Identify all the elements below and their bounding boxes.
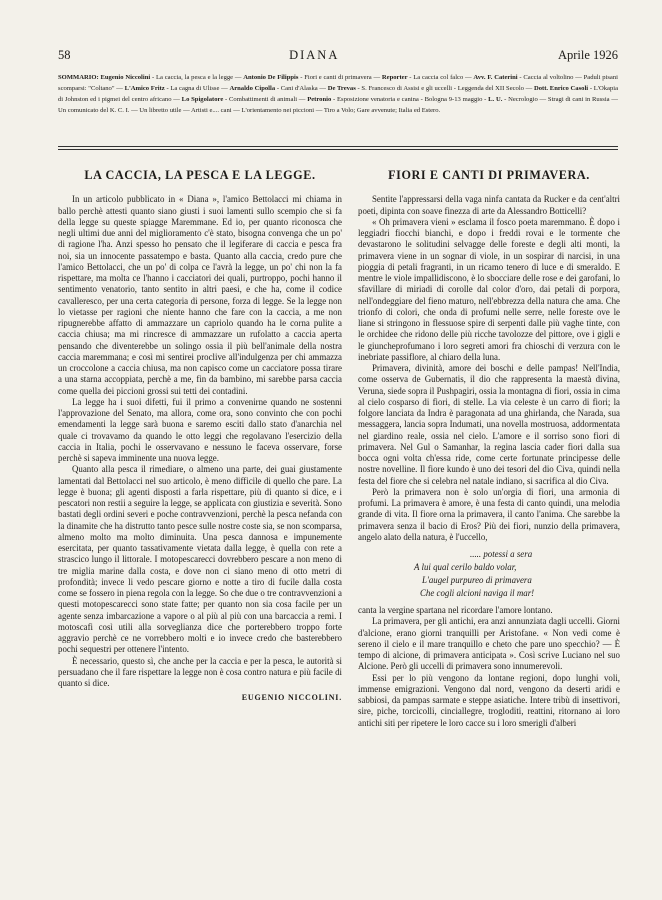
article-paragraph: In un articolo pubblicato in « Diana », l'amico Bettolacci mi chiama in ballo perchè attesti quanto siano giusti i suoi lamenti sullo scempio che si fa della legge su queste spiagge Maremmane. Ed io, per quanto riconosca che negli ultimi due anni del miglioramento c'è stato, bisogna convenga che un po' di ragione l'ha. Anzi spesso ho pensato che il legiferare di caccia e pesca fra noi, sia un innocente passatempo e basta. Quanto alla caccia, credo pure che l'amico Bettolacci, che un po' di colpa ce l'avrà la legge, un po' chi non la fa rispettare, ma molta ce l'hanno i cacciatori dei quali, purtroppo, pochi hanno il sentimento venatorio, tanto sentito in altri paesi, e che ha, come il codice cavalleresco, per una certa categoria di persone, forza di legge. Se la legge non lo vietasse per ragioni che niente hanno che fare con la caccia, a me non ripugnerebbe affatto di ammazzare un capriolo quando ha le corna pulite a caccia chiusa; ma mi rincresce di ammazzare un rufolatto a caccia aperta pensando che diventerebbe un solingo ossia il più bell'animale della nostra caccia maremmana; e così mi sentirei proclive all'indulgenza per chi ammazza un croccolone a caccia chiusa, ma non capisco come un cacciatore possa tirare a una starna accoppiata, perchè a me, fin da bambino, mi sarebbe parsa caccia come quella dei piccioni grossi sui tetti dei contadini. — [58, 194, 342, 396]
table-of-contents — [58, 72, 618, 116]
summary-entry-text: - La caccia, la pesca e la legge — — [150, 74, 244, 81]
summary-author: Lo Spigolatore — [181, 96, 224, 103]
summary-entry-text: - Necrologio — Stragi di cani in Russia — Un comunicato del K. C. I. — Un libretto utile — Artisti e.... cani — L'orientamento nei piccioni — Tiro a Volo; Gare avvenute; Italia ed Estero. — [58, 96, 618, 114]
page-header — [58, 48, 618, 63]
article-paragraph: È necessario, questo sì, che anche per la caccia e per la pesca, le autorità si persuadano che il fare rispettare la legge non è cosa contro natura e più facile di quanto si dice. — [58, 655, 342, 688]
article-title: FIORI E CANTI DI PRIMAVERA. — [388, 168, 590, 182]
summary-author: Arnaldo Cipolla — [229, 85, 276, 92]
summary-author: Petronio — [307, 96, 332, 103]
summary-author: L'Amico Fritz — [124, 85, 165, 92]
article-paragraph: canta la vergine spartana nel ricordare l'amore lontano. — [358, 605, 553, 615]
author-signature: EUGENIO NICCOLINI. — [241, 693, 342, 703]
page-number: 58 — [58, 48, 71, 62]
summary-author: Avv. F. Caterini — [473, 74, 518, 81]
article-caccia-pesca-legge — [58, 170, 342, 704]
article-fiori-canti-primavera — [358, 170, 620, 729]
summary-author: L. U. — [488, 96, 503, 103]
summary-author: De Trevas — [327, 85, 356, 92]
summary-entry-text: - La cagna di Ulisse — — [164, 85, 230, 92]
poem-line: ..... potessi a sera — [470, 549, 533, 559]
summary-entries — [58, 74, 618, 114]
summary-author: Dott. Enrico Casoli — [533, 85, 589, 92]
article-paragraph: Quanto alla pesca il rimediare, o almeno una parte, dei guai giustamente lamentati dal Bettolacci nel suo articolo, è meno difficile di quello che pare. La legge è buona; gli agenti disposti a farla rispettare, più di quanto si dice, e i pescatori non restii a seguire la legge, se applicata con giustizia e severità. Sono bastati degli ordini severi e poche contravvenzioni, perchè la pesca nefanda con la dinamite che ha distrutto tanto pesce sulle nostre coste sia, se non scomparsa, almeno molto ma molto diminuita. Una pesca dannosa e impunemente esercitata, per quanto tassativamente vietata dalla legge, è quella con rete a strascico lungo il littorale. I motopescarecci dovrebbero pescare a non meno di tre miglia marine dalla costa, e dove non ci siano meno di otto metri di profondità; invece li vedo pescare giorno e notte a tiro di fucile dalla costa come se fossero in piena regola con la legge. So che due o tre contravvenzioni a questi motopescarecci sono state fatte; per quanto non sia cosa facile per un agente senza imbarcazione a vapore o al più al più con una barcaccia a remi. I motoscafi così utili alla sorveglianza dice che porterebbero troppo forte aggravio perchè ce ne vorrebbero molti e io invece credo che basterebbero pochi sequestri per ottenere l'intento. — [58, 464, 342, 655]
article-paragraph: Sentite l'appressarsi della vaga ninfa cantata da Rucker e da cent'altri poeti, dipinta con soave finezza di arte da Alessandro Botticelli? — [358, 194, 620, 216]
poem-line: Che cogli alcioni naviga il mar! — [420, 588, 535, 598]
summary-entry-text: - L'Okapia di Johnston ed i pigmei del centro africano — — [58, 85, 619, 103]
article-paragraph: Essi per lo più vengono da lontane regioni, dopo lunghi voli, immense emigrazioni. Vengono dal nord, vengono da deserti aridi e sabbiosi, da pampas sarmate e steppe asiatiche. Intere tribù di insettivori, sire, piche, torcicolli, cinciallegre, trogloditi, reattini, ritornano ai loro antichi siti per ripetere le loro cacce su i loro smerigli d'alberi — [358, 672, 620, 728]
article-paragraph: La legge ha i suoi difetti, fui il primo a convenirne quando ne sostenni l'approvazione del Senato, ma allora, come ora, sono convinto che con pochi emendamenti la legge sarà buona e saremo esciti dallo stato d'anarchia nel quale ci trovavamo da quando le otto leggi che regolavano l'esercizio della caccia in Italia, pochi le osservavano e nessuno le faceva osservare, forse perchè si sapeva imminente una nuova legge. — [58, 396, 342, 463]
summary-entry-text: - Combattimenti di animali — — [223, 96, 308, 103]
summary-entry-text: - S. Francesco di Assisi e gli uccelli - Leggenda del XII Secolo — — [355, 85, 534, 92]
article-title: LA CACCIA, LA PESCA E LA LEGGE. — [84, 168, 316, 182]
summary-entry-text: - Caccia al voltolino — Paduli pisani scomparsi: "Coltano" — — [58, 74, 618, 92]
poem-line: L'augel purpureo di primavera — [422, 575, 532, 585]
section-divider — [58, 146, 618, 150]
summary-author: Reporter — [381, 74, 408, 81]
summary-entry-text: - Cani d'Alaska — — [275, 85, 328, 92]
article-paragraph: Primavera, divinità, amore dei boschi e delle pampas! Nell'India, come osserva de Gubernatis, il dio che rappresenta la maestà divina, Veruna, siede sopra il Pushpagiri, ossia la montagna di fiori, ossia in cima al cielo cosparso di fiori, di stelle. La via celeste è un carro di fiori; la folgore lanciata da Indra è paragonata ad una ghirlanda, che Narada, sua messaggera, lancia sopra Indumati, una novella mostruosa, addormentata nel giardino reale, ossia nel cielo. L'amore e il sorriso sono fiori di primavera. Nel Gul o Samanhar, la regina lascia cader fiori dalla sua bocca ogni volta ch'essa ride, come certe fortunate principesse delle nostre novelline. Il fiore kundo è uno dei tesori del dio Civa, quindi nella festa del fiore che si celebra nel natale indiano, si sacrifica al dio Civa. — [358, 363, 621, 486]
poem-line: A lui qual cerilo baldo volar, — [414, 562, 517, 572]
summary-author: Eugenio Niccolini — [100, 74, 151, 81]
article-paragraph: La primavera, per gli antichi, era anzi annunziata dagli uccelli. Giorni d'alcione, erano giorni tranquilli per Aristofane. « Non vedi come è sereno il cielo e il mare tranquillo e cheto che pare uno specchio? — È tempo di alcione, di primavera anticipata ». Così scrive Luciano nel suo Alcione. Però gli uccelli di primavera sono innumerevoli. — [358, 616, 620, 672]
journal-title: DIANA — [289, 48, 340, 62]
article-paragraph: Però la primavera non è solo un'orgia di fiori, una armonia di profumi. La primavera è amore, è una festa di canto quindi, una melodia grande di vita. Il fiore orna la primavera, il canto l'anima. Che sarebbe la primavera senza il bacio di Eros? Più dei fiori, nunzio della primavera, angelo alato della natura, è l'uccello, — [358, 486, 620, 542]
summary-entry-text: - La caccia col falco — — [407, 74, 474, 81]
summary-author: Antonio De Filippis — [243, 74, 299, 81]
poem-quote — [414, 548, 620, 600]
summary-entry-text: - Esposizione venatoria e canina - Bologna 9-13 maggio - — [331, 96, 489, 103]
article-paragraph: « Oh primavera vieni » esclama il fosco poeta maremmano. È dopo i leggiadri fiocchi bianchi, e dopo i freddi rovai e le tormente che devastarono le solitudini selvagge delle foreste e degli alti monti, la primavera viene in un sognar di viole, in un sospirar di narcisi, in una pioggia di petali fragranti, in un ricamo tenero di luce e di smeraldo. E mentre le viole impallidiscono, è lo sbocciare delle rose e dei garofani, lo sfavillare di miriadi di corolle dal color d'oro, dai petali di porpora, nell'ondeggiare del fieno maturo, nell'ebbrezza della natura che ama. Che trionfo di colori, che onda di profumi nelle serre, nelle foreste ove le liane si stringono in flessuose spire di serpenti dalle più vaghe tinte, con le orchidee che ridono delle più ricche tavolozze del pittore, ove i gigli e le giuncheprofumano i loro segreti amori fra chioschi di verzura con le inebriate passiflore, al chiaro della luna. — [358, 216, 620, 362]
summary-entry-text: - Fiori e canti di primavera — — [298, 74, 382, 81]
summary-label: SOMMARIO: — [58, 74, 99, 81]
issue-date: Aprile 1926 — [557, 48, 618, 62]
